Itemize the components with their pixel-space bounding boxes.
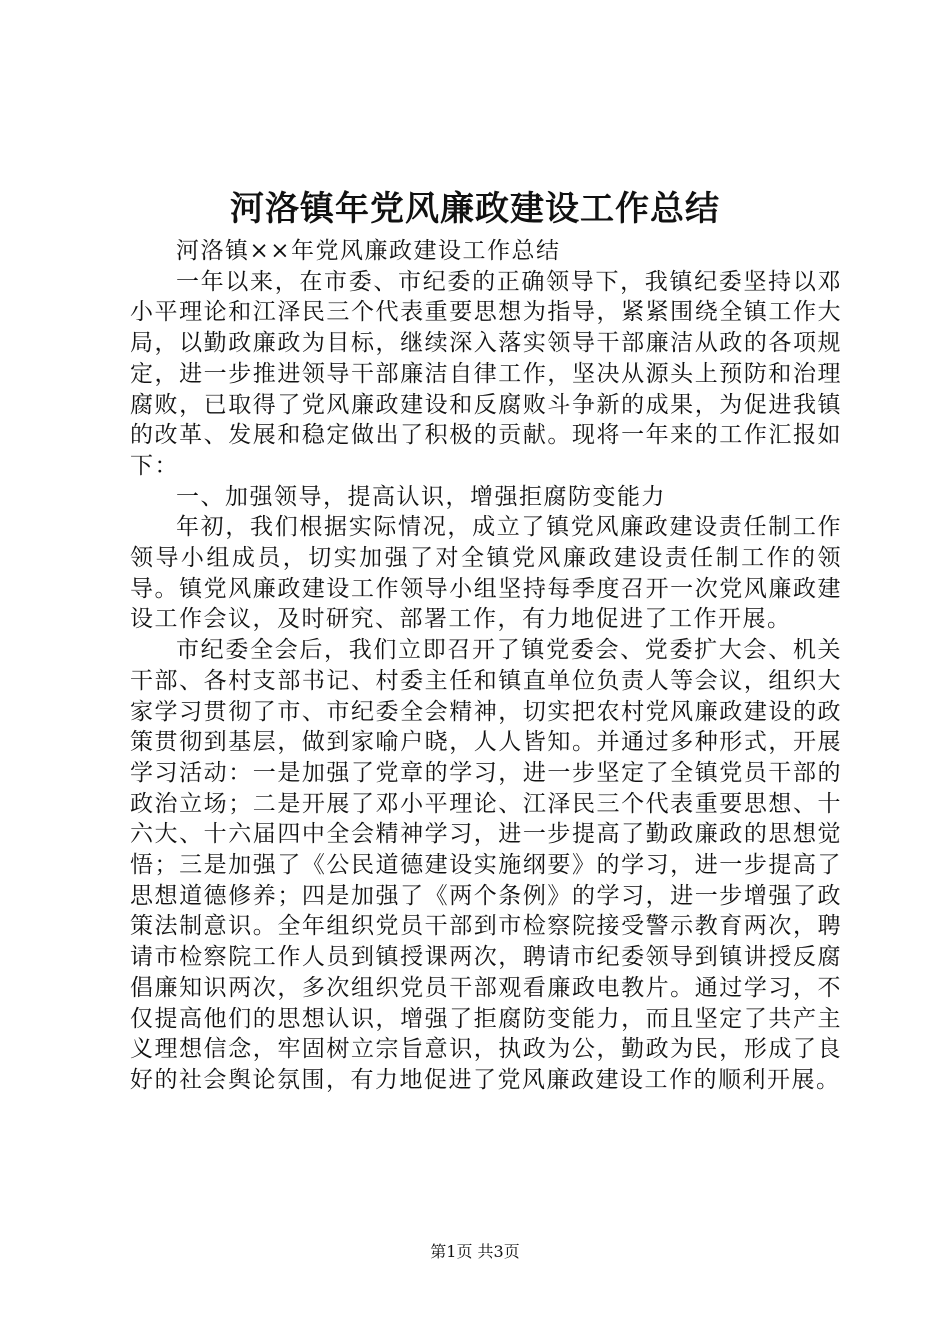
paragraph-heading: 河洛镇××年党风廉政建设工作总结 — [176, 238, 561, 264]
paragraph-intro: 一年以来，在市委、市纪委的正确领导下，我镇纪委坚持以邓小平理论和江泽民三个代表重要思想为指导，紧紧围绕全镇工作大局，以勤政廉政为目标，继续深入落实领导干部廉洁从政的各项规定，进一步推进领导干部廉洁自律工作，坚决从源头上预防和治理腐败，已取得了党风廉政建设和反腐败斗争新的成果，为促进我镇的改革、发展和稳定做出了积极的贡献。现将一年来的工作汇报如下： — [130, 268, 842, 479]
page-footer: 第1页 共3页 — [430, 1242, 520, 1261]
paragraph-section-1a: 年初，我们根据实际情况，成立了镇党风廉政建设责任制工作领导小组成员，切实加强了对全镇党风廉政建设责任制工作的领导。镇党风廉政建设工作领导小组坚持每季度召开一次党风廉政建设工作会议，及时研究、部署工作，有力地促进了工作开展。 — [130, 514, 842, 633]
paragraph-section-1b: 市纪委全会后，我们立即召开了镇党委会、党委扩大会、机关干部、各村支部书记、村委主任和镇直单位负责人等会议，组织大家学习贯彻了市、市纪委全会精神，切实把农村党风廉政建设的政策贯彻到基层，做到家喻户晓，人人皆知。并通过多种形式，开展学习活动：一是加强了党章的学习，进一步坚定了全镇党员干部的政治立场；二是开展了邓小平理论、江泽民三个代表重要思想、十六大、十六届四中全会精神学习，进一步提高了勤政廉政的思想觉悟；三是加强了《公民道德建设实施纲要》的学习，进一步提高了思想道德修养；四是加强了《两个条例》的学习，进一步增强了政策法制意识。全年组织党员干部到市检察院接受警示教育两次，聘请市检察院工作人员到镇授课两次，聘请市纪委领导到镇讲授反腐倡廉知识两次，多次组织党员干部观看廉政电教片。通过学习，不仅提高他们的思想认识，增强了拒腐防变能力，而且坚定了共产主义理想信念，牢固树立宗旨意识，执政为公，勤政为民，形成了良好的社会舆论氛围，有力地促进了党风廉政建设工作的顺利开展。 — [130, 637, 842, 1093]
document-title: 河洛镇年党风廉政建设工作总结 — [230, 189, 720, 229]
section-heading-1: 一、加强领导，提高认识，增强拒腐防变能力 — [176, 483, 666, 510]
document-body — [130, 236, 842, 1096]
